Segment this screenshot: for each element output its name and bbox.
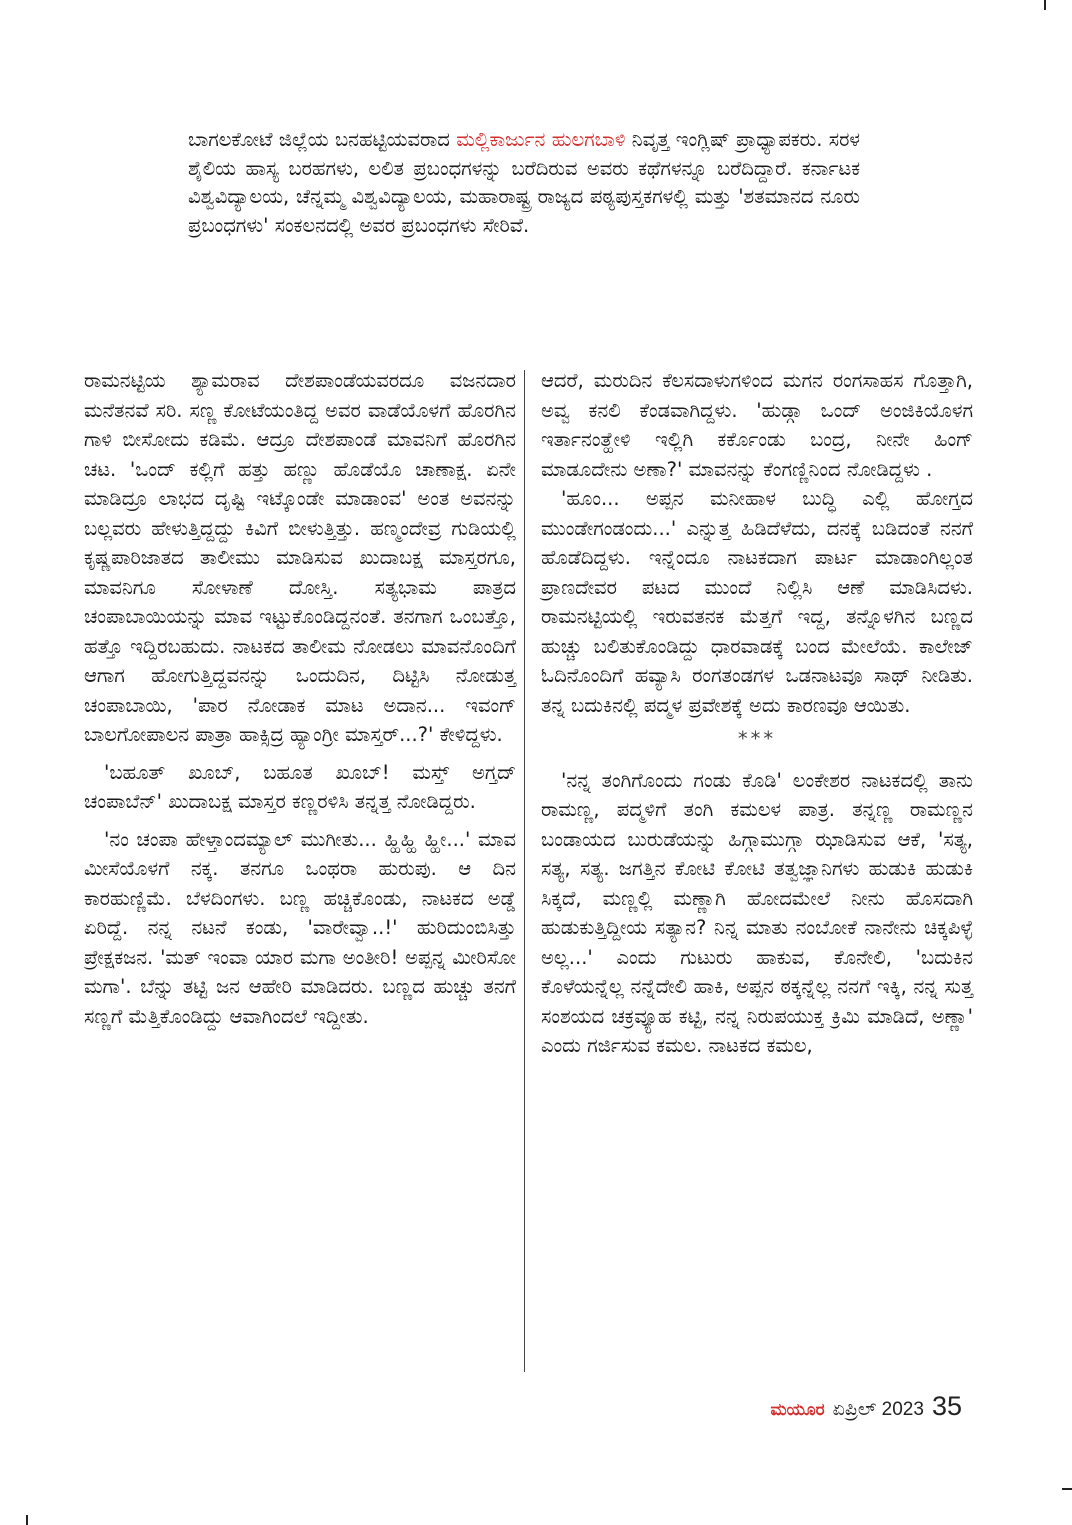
crop-mark-bottom-left <box>26 1515 28 1525</box>
issue-date: ಏಪ್ರಿಲ್ 2023 <box>832 1399 924 1420</box>
left-column <box>84 366 516 1031</box>
page-footer <box>770 1391 962 1422</box>
paragraph: 'ಬಹೂತ್ ಖೂಬ್, ಬಹೂತ ಖೂಬ್! ಮಸ್ತ್ ಅಗ್ತದ್ ಚಂಪಾಬೆನ್' ಖುದಾಬಕ್ಷ ಮಾಸ್ತರ ಕಣ್ಣರಳಿಸಿ ತನ್ನತ್ತ ನೋಡಿದ್ದರು. <box>84 760 516 813</box>
page-number: 35 <box>931 1391 962 1421</box>
section-separator: *** <box>737 727 777 750</box>
column-divider <box>524 370 525 1372</box>
bio-intro: ಬಾಗಲಕೋಟೆ ಜಿಲ್ಲೆಯ ಬನಹಟ್ಟಿಯವರಾದ <box>188 128 457 151</box>
author-bio <box>188 126 860 240</box>
paragraph: ರಾಮನಟ್ಟಿಯ ಶ್ಯಾಮರಾವ ದೇಶಪಾಂಡೆಯವರದೂ ವಜನದಾರ ಮನೆತನವೆ ಸರಿ. ಸಣ್ಣ ಕೋಟೆಯಂತಿದ್ದ ಅವರ ವಾಡೆಯೊಳಗೆ ಹೊರಗಿನ ಗಾಳಿ ಬೀಸೋದು ಕಡಿಮೆ. ಆದ್ರೂ ದೇಶಪಾಂಡೆ ಮಾವನಿಗೆ ಹೊರಗಿನ ಚಟ. 'ಒಂದ್ ಕಲ್ಲಿಗೆ ಹತ್ತು ಹಣ್ಣು ಹೊಡೆಯೊ ಚಾಣಾಕ್ಷ. ಏನೇ ಮಾಡಿದ್ರೂ ಲಾಭದ ದೃಷ್ಟಿ ಇಟ್ಕೊಂಡೇ ಮಾಡಾಂವ' ಅಂತ ಅವನನ್ನು ಬಲ್ಲವರು ಹೇಳುತ್ತಿದ್ದದ್ದು ಕಿವಿಗೆ ಬೀಳುತ್ತಿತ್ತು. ಹಣ್ಮಂದೇವ್ರ ಗುಡಿಯಲ್ಲಿ ಕೃಷ್ಣಪಾರಿಜಾತದ ತಾಲೀಮು ಮಾಡಿಸುವ ಖುದಾಬಕ್ಷ ಮಾಸ್ತರಗೂ, ಮಾವನಿಗೂ ಸೋಳಾಣೆ ದೋಸ್ತಿ. ಸತ್ಯಭಾಮ ಪಾತ್ರದ ಚಂಪಾಬಾಯಿಯನ್ನು ಮಾವ ಇಟ್ಟುಕೊಂಡಿದ್ದನಂತೆ. ತನಗಾಗ ಒಂಬತ್ತೊ, ಹತ್ತೊ ಇದ್ದಿರಬಹುದು. ನಾಟಕದ ತಾಲೀಮ ನೋಡಲು ಮಾವನೊಂದಿಗೆ ಆಗಾಗ ಹೋಗುತ್ತಿದ್ದವನನ್ನು ಒಂದುದಿನ, ದಿಟ್ಟಿಸಿ ನೋಡುತ್ತ ಚಂಪಾಬಾಯಿ, 'ಪಾರ ನೋಡಾಕ ಮಾಟ ಅದಾನ... ಇವಂಗ್ ಬಾಲಗೋಪಾಲನ ಪಾತ್ರಾ ಹಾಕ್ಸಿದ್ರ ಹ್ಯಾಂಗ್ರೀ ಮಾಸ್ತರ್...?' ಕೇಳಿದ್ದಳು. <box>84 369 516 746</box>
author-name: ಮಲ್ಲಿಕಾರ್ಜುನ ಹುಲಗಬಾಳಿ <box>456 128 626 151</box>
paragraph: 'ನನ್ನ ತಂಗಿಗೊಂದು ಗಂಡು ಕೊಡಿ' ಲಂಕೇಶರ ನಾಟಕದಲ್ಲಿ ತಾನು ರಾಮಣ್ಣ, ಪದ್ಮಳಿಗೆ ತಂಗಿ ಕಮಲಳ ಪಾತ್ರ. ತನ್ನಣ್ಣ ರಾಮಣ್ಣನ ಬಂಡಾಯದ ಬುರುಡೆಯನ್ನು ಹಿಗ್ಗಾಮುಗ್ಗಾ ಝಾಡಿಸುವ ಆಕೆ, 'ಸತ್ಯ, ಸತ್ಯ, ಸತ್ಯ. ಜಗತ್ತಿನ ಕೋಟಿ ಕೋಟಿ ತತ್ವಜ್ಞಾನಿಗಳು ಹುಡುಕಿ ಹುಡುಕಿ ಸಿಕ್ಕದೆ, ಮಣ್ಣಲ್ಲಿ ಮಣ್ಣಾಗಿ ಹೋದಮೇಲೆ ನೀನು ಹೊಸದಾಗಿ ಹುಡುಕುತ್ತಿದ್ದೀಯ ಸತ್ಯಾನ? ನಿನ್ನ ಮಾತು ನಂಬೋಕೆ ನಾನೇನು ಚಿಕ್ಕಪಿಳ್ಳೆ ಅಲ್ಲ...' ಎಂದು ಗುಟುರು ಹಾಕುವ, ಕೊನೇಲಿ, 'ಬದುಕಿನ ಕೊಳೆಯನ್ನೆಲ್ಲ ನನ್ನೆದೇಲಿ ಹಾಕಿ, ಅಪ್ಪನ ಠಕ್ಕನ್ನೆಲ್ಲ ನನಗೆ ಇಕ್ಕಿ, ನನ್ನ ಸುತ್ತ ಸಂಶಯದ ಚಕ್ರವ್ಯೂಹ ಕಟ್ಟಿ, ನನ್ನ ನಿರುಪಯುಕ್ತ ಕ್ರಿಮಿ ಮಾಡಿದೆ, ಅಣ್ಣಾ' ಎಂದು ಗರ್ಜಿಸುವ ಕಮಲ. ನಾಟಕದ ಕಮಲ, <box>541 768 973 1057</box>
bio-text: ನಿವೃತ್ತ ಇಂಗ್ಲಿಷ್ ಪ್ರಾಧ್ಯಾಪಕರು. ಸರಳ ಶೈಲಿಯ ಹಾಸ್ಯ ಬರಹಗಳು, ಲಲಿತ ಪ್ರಬಂಧಗಳನ್ನು ಬರೆದಿರುವ ಅವರು ಕಥೆಗಳನ್ನೂ ಬರೆದಿದ್ದಾರೆ. ಕರ್ನಾಟಕ ವಿಶ್ವವಿದ್ಯಾಲಯ, ಚೆನ್ನಮ್ಮ ವಿಶ್ವವಿದ್ಯಾಲಯ, ಮಹಾರಾಷ್ಟ್ರ ರಾಜ್ಯದ ಪಠ್ಯಪುಸ್ತಕಗಳಲ್ಲಿ ಮತ್ತು 'ಶತಮಾನದ ನೂರು ಪ್ರಬಂಧಗಳು' ಸಂಕಲನದಲ್ಲಿ ಅವರ ಪ್ರಬಂಧಗಳು ಸೇರಿವೆ. <box>188 128 860 237</box>
paragraph: 'ನಂ ಚಂಪಾ ಹೇಳ್ತಾಂದಮ್ಯಾಲ್ ಮುಗೀತು... ಹ್ಹಿಹ್ಹಿ ಹ್ಹೀ...' ಮಾವ ಮೀಸೆಯೊಳಗೆ ನಕ್ಕ. ತನಗೂ ಒಂಥರಾ ಹುರುಪು. ಆ ದಿನ ಕಾರಹುಣ್ಣಿಮೆ. ಬೆಳದಿಂಗಳು. ಬಣ್ಣ ಹಚ್ಚಿಕೊಂಡು, ನಾಟಕದ ಅಡ್ಡೆ ಏರಿದ್ದೆ. ನನ್ನ ನಟನೆ ಕಂಡು, 'ವಾರೇವ್ವಾ..!' ಹುರಿದುಂಬಿಸಿತ್ತು ಪ್ರೇಕ್ಷಕಜನ. 'ಮತ್ ಇಂವಾ ಯಾರ ಮಗಾ ಅಂತೀರಿ! ಅಪ್ಪನ್ನ ಮೀರಿಸೋ ಮಗಾ'. ಬೆನ್ನು ತಟ್ಟಿ ಜನ ಆಹೇರಿ ಮಾಡಿದರು. ಬಣ್ಣದ ಹುಚ್ಚು ತನಗೆ ಸಣ್ಣಗೆ ಮೆತ್ತಿಕೊಂಡಿದ್ದು ಆವಾಗಿಂದಲೆ ಇದ್ದೀತು. <box>84 827 516 1028</box>
crop-mark-right-bottom <box>1062 1488 1072 1490</box>
magazine-logo: ಮಯೂರ <box>770 1400 825 1419</box>
paragraph: 'ಹೂಂ... ಅಪ್ಪನ ಮನೀಹಾಳ ಬುದ್ಧಿ ಎಲ್ಲಿ ಹೋಗ್ತದ ಮುಂಡೇಗಂಡಂದು...' ಎನ್ನುತ್ತ ಹಿಡಿದೆಳೆದು, ದನಕ್ಕೆ ಬಡಿದಂತೆ ನನಗೆ ಹೊಡೆದಿದ್ದಳು. ಇನ್ನೆಂದೂ ನಾಟಕದಾಗ ಪಾರ್ಟ ಮಾಡಾಂಗಿಲ್ಲಂತ ಪ್ರಾಣದೇವರ ಪಟದ ಮುಂದೆ ನಿಲ್ಲಿಸಿ ಆಣೆ ಮಾಡಿಸಿದಳು. ರಾಮನಟ್ಟಿಯಲ್ಲಿ ಇರುವತನಕ ಮೆತ್ತಗೆ ಇದ್ದ, ತನ್ನೊಳಗಿನ ಬಣ್ಣದ ಹುಚ್ಚು ಬಲಿತುಕೊಂಡಿದ್ದು ಧಾರವಾಡಕ್ಕೆ ಬಂದ ಮೇಲೆಯೆ. ಕಾಲೇಜ್ ಓದಿನೊಂದಿಗೆ ಹವ್ಯಾಸಿ ರಂಗತಂಡಗಳ ಒಡನಾಟವೂ ಸಾಥ್ ನೀಡಿತು. ತನ್ನ ಬದುಕಿನಲ್ಲಿ ಪದ್ಮಳ ಪ್ರವೇಶಕ್ಕೆ ಅದು ಕಾರಣವೂ ಆಯಿತು. <box>541 487 973 717</box>
crop-mark-top-right <box>1044 0 1046 10</box>
right-column <box>541 366 973 1061</box>
paragraph: ಆದರೆ, ಮರುದಿನ ಕೆಲಸದಾಳುಗಳಿಂದ ಮಗನ ರಂಗಸಾಹಸ ಗೊತ್ತಾಗಿ, ಅವ್ವ ಕನಲಿ ಕೆಂಡವಾಗಿದ್ದಳು. 'ಹುಡ್ಗಾ ಒಂದ್ ಅಂಜಿಕಿಯೊಳಗ ಇರ್ತಾನಂತ್ಹೇಳಿ ಇಲ್ಲಿಗಿ ಕರ್ಕೊಂಡು ಬಂದ್ರ, ನೀನೇ ಹಿಂಗ್ ಮಾಡೂದೇನು ಅಣಾ?' ಮಾವನನ್ನು ಕೆಂಗಣ್ಣಿನಿಂದ ನೋಡಿದ್ದಳು . <box>541 369 973 481</box>
